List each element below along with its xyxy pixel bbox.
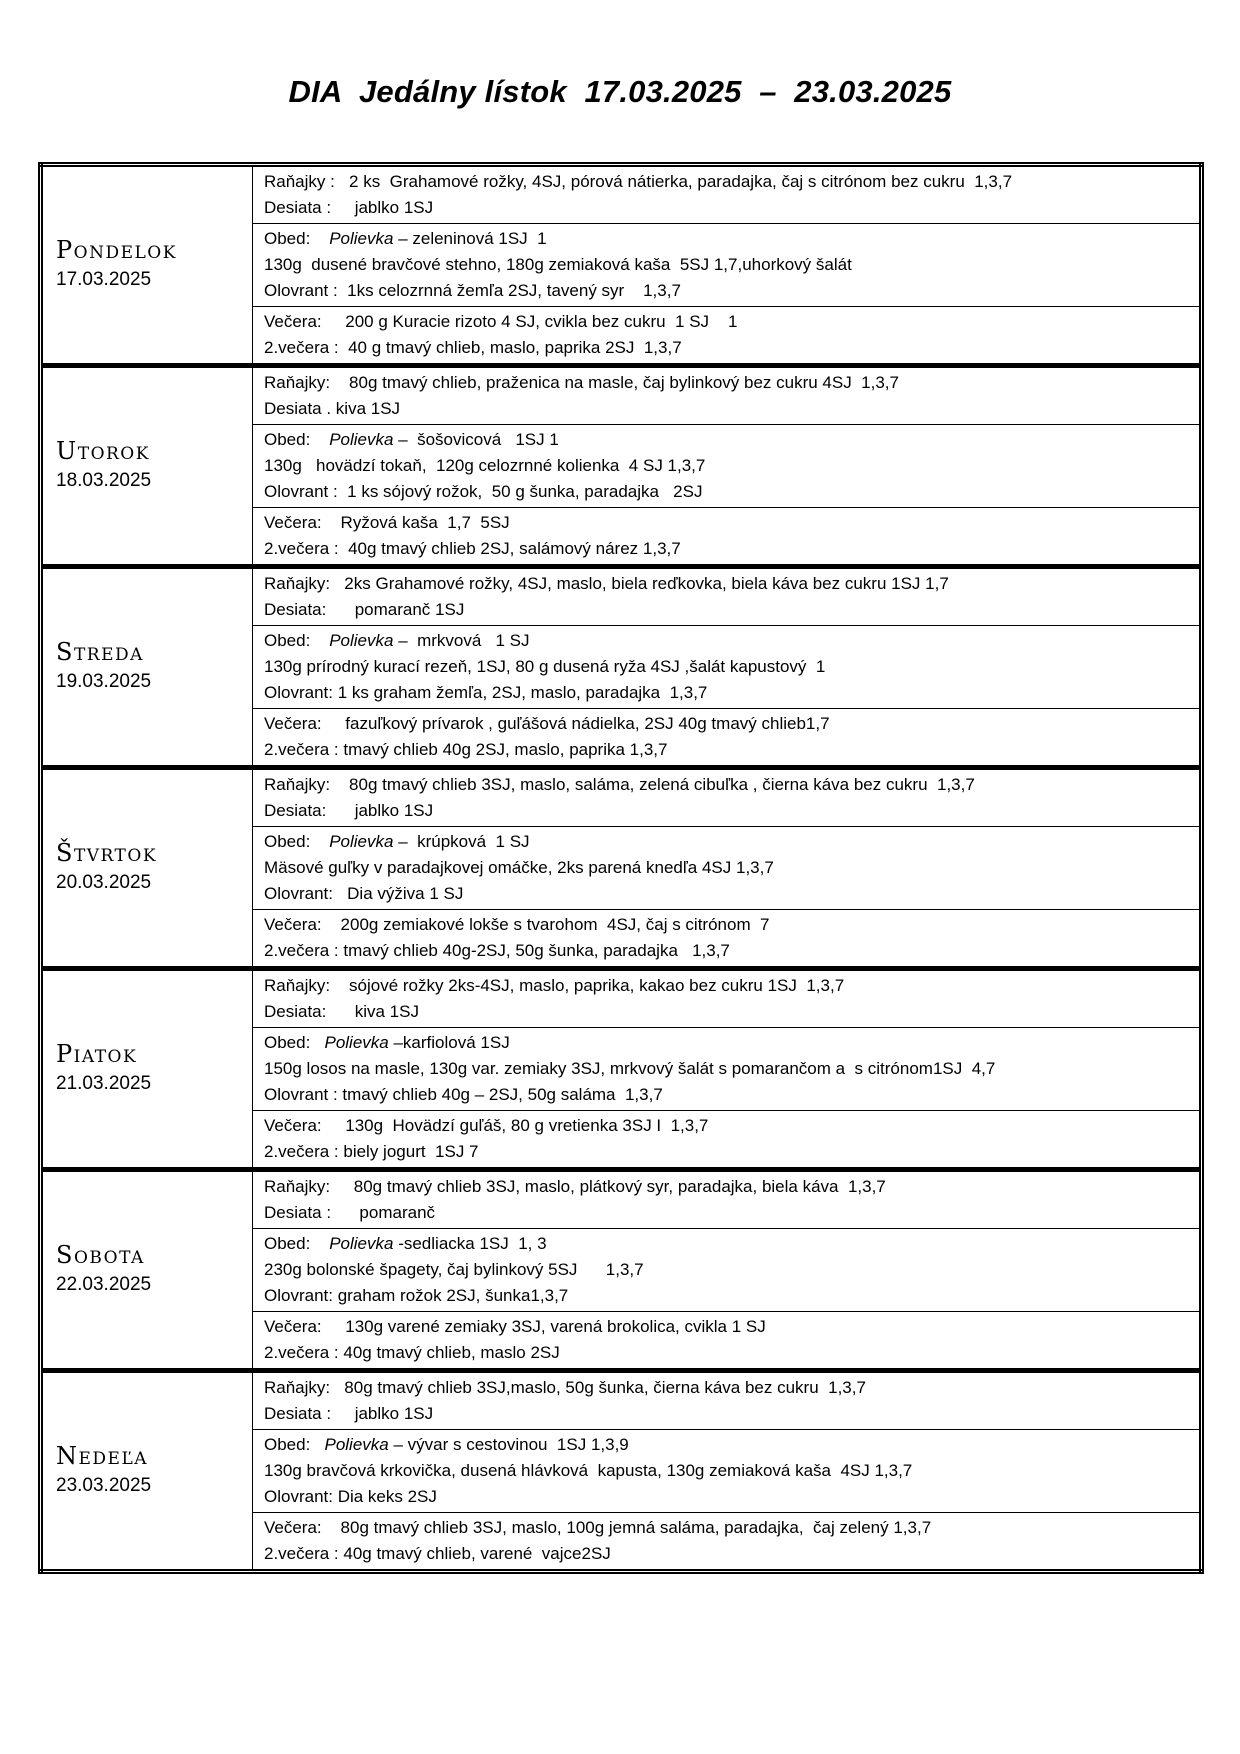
day-date: 23.03.2025 [56, 1475, 152, 1496]
day-date: 19.03.2025 [56, 671, 152, 692]
meal-line: Desiata . kiva 1SJ [264, 399, 401, 418]
day-cell [41, 768, 253, 969]
dinner-section [253, 1512, 1199, 1569]
soup-description: –karfiolová 1SJ [388, 1033, 510, 1052]
menu-body [41, 165, 1202, 1572]
soup-label: Polievka [329, 430, 394, 449]
meals-cell [253, 969, 1202, 1170]
breakfast-snack-section [253, 368, 1199, 424]
day-row [41, 567, 1202, 768]
meal-line: Desiata: pomaranč 1SJ [264, 600, 465, 619]
meal-line: 2.večera : 40g tmavý chlieb 2SJ, salámový nárez 1,3,7 [264, 539, 681, 558]
day-row [41, 1371, 1202, 1572]
soup-description: – vývar s cestovinou 1SJ 1,3,9 [388, 1435, 629, 1454]
day-name: Sobota [56, 1241, 145, 1269]
meal-label: Obed: [264, 1435, 325, 1454]
meals-cell [253, 567, 1202, 768]
day-row [41, 165, 1202, 366]
lunch-section [253, 1429, 1199, 1512]
breakfast-snack-section [253, 1172, 1199, 1228]
meal-line: 2.večera : 40g tmavý chlieb, varené vajce2SJ [264, 1544, 611, 1563]
meal-line: Desiata: kiva 1SJ [264, 1002, 419, 1021]
soup-label: Polievka [324, 1033, 389, 1052]
meal-line: 130g hovädzí tokaň, 120g celozrnné kolienka 4 SJ 1,3,7 [264, 456, 706, 475]
meals-cell [253, 768, 1202, 969]
meal-line: 2.večera : 40g tmavý chlieb, maslo 2SJ [264, 1343, 560, 1362]
meal-line: 2.večera : tmavý chlieb 40g-2SJ, 50g šunka, paradajka 1,3,7 [264, 941, 730, 960]
meal-line: Desiata: jablko 1SJ [264, 801, 434, 820]
day-name: Piatok [56, 1040, 138, 1068]
soup-label: Polievka [329, 832, 394, 851]
day-date: 20.03.2025 [56, 872, 152, 893]
day-row [41, 366, 1202, 567]
meal-line: Raňajky: sójové rožky 2ks-4SJ, maslo, paprika, kakao bez cukru 1SJ 1,3,7 [264, 976, 845, 995]
soup-description: – šošovicová 1SJ 1 [393, 430, 559, 449]
meal-line: Desiata : jablko 1SJ [264, 198, 434, 217]
day-name: Pondelok [56, 236, 177, 264]
meal-line [264, 427, 1188, 453]
meal-line: 150g losos na masle, 130g var. zemiaky 3SJ, mrkvový šalát s pomarančom a s citrónom1SJ 4,7 [264, 1059, 996, 1078]
meal-line: Večera: 130g varené zemiaky 3SJ, varená brokolica, cvikla 1 SJ [264, 1317, 766, 1336]
meal-line: Večera: 80g tmavý chlieb 3SJ, maslo, 100g jemná saláma, paradajka, čaj zelený 1,3,7 [264, 1518, 932, 1537]
day-date: 22.03.2025 [56, 1274, 152, 1295]
lunch-section [253, 424, 1199, 507]
dinner-section [253, 708, 1199, 765]
meal-line [264, 1030, 1188, 1056]
soup-label: Polievka [329, 229, 394, 248]
dinner-section [253, 507, 1199, 564]
meal-line: Večera: 130g Hovädzí guľáš, 80 g vretienka 3SJ I 1,3,7 [264, 1116, 709, 1135]
day-date: 17.03.2025 [56, 269, 152, 290]
meal-label: Obed: [264, 832, 330, 851]
meals-cell [253, 165, 1202, 366]
meal-line: Olovrant : 1 ks sójový rožok, 50 g šunka, paradajka 2SJ [264, 482, 703, 501]
day-cell [41, 165, 253, 366]
meal-line: Desiata : pomaranč [264, 1203, 436, 1222]
day-cell [41, 969, 253, 1170]
meals-cell [253, 1170, 1202, 1371]
breakfast-snack-section [253, 569, 1199, 625]
meal-line [264, 1432, 1188, 1458]
meal-line: 230g bolonské špagety, čaj bylinkový 5SJ 1,3,7 [264, 1260, 644, 1279]
day-row [41, 969, 1202, 1170]
soup-description: -sedliacka 1SJ 1, 3 [393, 1234, 547, 1253]
meal-label: Obed: [264, 1234, 330, 1253]
meal-label: Obed: [264, 229, 330, 248]
soup-description: – krúpková 1 SJ [393, 832, 530, 851]
meal-line: Olovrant: graham rožok 2SJ, šunka1,3,7 [264, 1286, 569, 1305]
meal-line [264, 829, 1188, 855]
meal-line: Raňajky: 80g tmavý chlieb, praženica na masle, čaj bylinkový bez cukru 4SJ 1,3,7 [264, 373, 899, 392]
lunch-section [253, 1228, 1199, 1311]
meal-line: Večera: 200 g Kuracie rizoto 4 SJ, cvikla bez cukru 1 SJ 1 [264, 312, 738, 331]
soup-description: – zeleninová 1SJ 1 [393, 229, 547, 248]
day-cell [41, 567, 253, 768]
meal-line: 130g bravčová krkovička, dusená hlávková kapusta, 130g zemiaková kaša 4SJ 1,3,7 [264, 1461, 913, 1480]
meal-line: Raňajky: 2ks Grahamové rožky, 4SJ, maslo, biela reďkovka, biela káva bez cukru 1SJ 1,7 [264, 574, 949, 593]
meals-cell [253, 366, 1202, 567]
meal-line: 130g dusené bravčové stehno, 180g zemiaková kaša 5SJ 1,7,uhorkový šalát [264, 255, 852, 274]
soup-label: Polievka [329, 631, 394, 650]
meal-label: Obed: [264, 430, 330, 449]
menu-table [38, 162, 1204, 1574]
breakfast-snack-section [253, 770, 1199, 826]
lunch-section [253, 1027, 1199, 1110]
dinner-section [253, 909, 1199, 966]
meal-label: Obed: [264, 1033, 325, 1052]
day-date: 21.03.2025 [56, 1073, 152, 1094]
day-name: Nedeľa [56, 1442, 149, 1470]
meal-line [264, 628, 1188, 654]
meal-line: Raňajky : 2 ks Grahamové rožky, 4SJ, pórová nátierka, paradajka, čaj s citrónom bez cukru 1,3,7 [264, 172, 1013, 191]
soup-description: – mrkvová 1 SJ [393, 631, 530, 650]
meal-line: Olovrant : 1ks celozrnná žemľa 2SJ, tavený syr 1,3,7 [264, 281, 681, 300]
lunch-section [253, 223, 1199, 306]
lunch-section [253, 625, 1199, 708]
meal-line: Olovrant: 1 ks graham žemľa, 2SJ, maslo, paradajka 1,3,7 [264, 683, 708, 702]
breakfast-snack-section [253, 167, 1199, 223]
breakfast-snack-section [253, 971, 1199, 1027]
lunch-section [253, 826, 1199, 909]
day-name: Streda [56, 638, 144, 666]
day-date: 18.03.2025 [56, 470, 152, 491]
day-name: Utorok [56, 437, 150, 465]
meal-line: 2.večera : tmavý chlieb 40g 2SJ, maslo, paprika 1,3,7 [264, 740, 668, 759]
meal-line: Večera: Ryžová kaša 1,7 5SJ [264, 513, 510, 532]
day-cell [41, 366, 253, 567]
meal-line: 130g prírodný kurací rezeň, 1SJ, 80 g dusená ryža 4SJ ,šalát kapustový 1 [264, 657, 826, 676]
meal-line: Raňajky: 80g tmavý chlieb 3SJ, maslo, saláma, zelená cibuľka , čierna káva bez cukru 1,3,7 [264, 775, 975, 794]
dinner-section [253, 1110, 1199, 1167]
meal-line: Mäsové guľky v paradajkovej omáčke, 2ks parená knedľa 4SJ 1,3,7 [264, 858, 774, 877]
meal-line [264, 226, 1188, 252]
meal-label: Obed: [264, 631, 330, 650]
soup-label: Polievka [324, 1435, 389, 1454]
meal-line: Večera: 200g zemiakové lokše s tvarohom 4SJ, čaj s citrónom 7 [264, 915, 770, 934]
meal-line: Raňajky: 80g tmavý chlieb 3SJ,maslo, 50g šunka, čierna káva bez cukru 1,3,7 [264, 1378, 866, 1397]
meal-line: 2.večera : 40 g tmavý chlieb, maslo, paprika 2SJ 1,3,7 [264, 338, 682, 357]
meal-line: Olovrant : tmavý chlieb 40g – 2SJ, 50g saláma 1,3,7 [264, 1085, 663, 1104]
meal-line: Večera: fazuľkový prívarok , guľášová nádielka, 2SJ 40g tmavý chlieb1,7 [264, 714, 830, 733]
meal-line: Olovrant: Dia výživa 1 SJ [264, 884, 464, 903]
meal-line: Olovrant: Dia keks 2SJ [264, 1487, 437, 1506]
day-row [41, 768, 1202, 969]
meals-cell [253, 1371, 1202, 1572]
meal-line [264, 1231, 1188, 1257]
meal-line: Raňajky: 80g tmavý chlieb 3SJ, maslo, plátkový syr, paradajka, biela káva 1,3,7 [264, 1177, 886, 1196]
day-row [41, 1170, 1202, 1371]
breakfast-snack-section [253, 1373, 1199, 1429]
dinner-section [253, 306, 1199, 363]
day-cell [41, 1371, 253, 1572]
dinner-section [253, 1311, 1199, 1368]
meal-line: Desiata : jablko 1SJ [264, 1404, 434, 1423]
page-title: DIA Jedálny lístok 17.03.2025 – 23.03.2025 [288, 74, 952, 109]
day-name: Štvrtok [56, 839, 158, 867]
soup-label: Polievka [329, 1234, 394, 1253]
day-cell [41, 1170, 253, 1371]
meal-line: 2.večera : biely jogurt 1SJ 7 [264, 1142, 479, 1161]
